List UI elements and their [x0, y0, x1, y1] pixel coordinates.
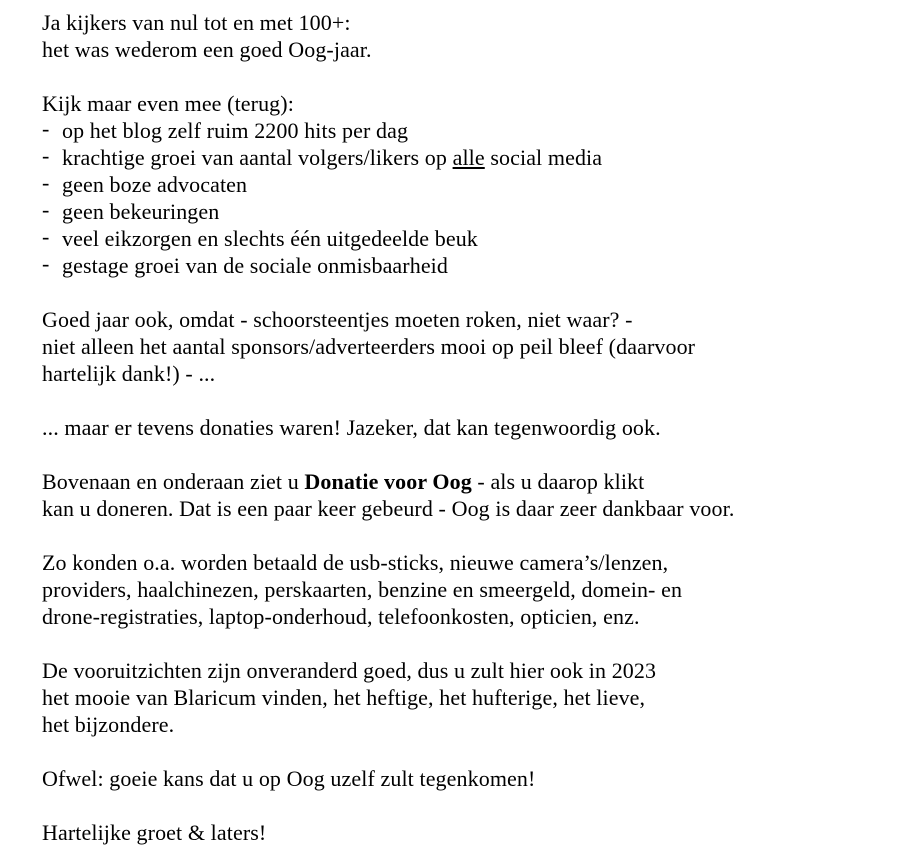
donate-mention-paragraph — [42, 468, 884, 522]
list-item-oaks — [42, 225, 884, 252]
list-item-text: veel eikzorgen en slechts één uitgedeelde beuk — [62, 226, 478, 251]
bullet-dash: - — [42, 143, 50, 168]
list-item-text: gestage groei van de sociale onmisbaarheid — [62, 253, 448, 278]
expenses-paragraph — [42, 549, 884, 630]
donations-paragraph — [42, 414, 884, 441]
list-item-social — [42, 252, 884, 279]
donate-mention-line-2: kan u doneren. Dat is een paar keer gebeurd - Oog is daar zeer dankbaar voor. — [42, 496, 735, 521]
intro-paragraph — [42, 9, 884, 63]
intro-line-2: het was wederom een goed Oog-jaar. — [42, 37, 372, 62]
signoff-paragraph — [42, 819, 884, 846]
intro-line-1: Ja kijkers van nul tot en met 100+: — [42, 10, 351, 35]
list-item-text: geen boze advocaten — [62, 172, 248, 197]
underlined-word: alle — [452, 145, 485, 170]
review-heading: Kijk maar even mee (terug): — [42, 91, 294, 116]
outlook-line-1: De vooruitzichten zijn onveranderd goed, dus u zult hier ook in 2023 — [42, 658, 657, 683]
expenses-line-2: providers, haalchinezen, perskaarten, benzine en smeergeld, domein- en — [42, 577, 683, 602]
list-item-fines — [42, 198, 884, 225]
expenses-line-3: drone-registraties, laptop-onderhoud, telefoonkosten, opticien, enz. — [42, 604, 640, 629]
list-item-followers — [42, 144, 884, 171]
signoff-line: Hartelijke groet & laters! — [42, 820, 267, 845]
bullet-dash: - — [42, 251, 50, 276]
good-year-line-1: Goed jaar ook, omdat - schoorsteentjes moeten roken, niet waar? - — [42, 307, 633, 332]
list-item-text: op het blog zelf ruim 2200 hits per dag — [62, 118, 409, 143]
closing-paragraph — [42, 765, 884, 792]
donate-bold-label: Donatie voor Oog — [304, 469, 472, 494]
donations-line: ... maar er tevens donaties waren! Jazeker, dat kan tegenwoordig ook. — [42, 415, 661, 440]
good-year-line-2: niet alleen het aantal sponsors/adverteerders mooi op peil bleef (daarvoor — [42, 334, 696, 359]
list-item-text-pre: krachtige groei van aantal volgers/likers op — [62, 145, 453, 170]
list-item-text-post: social media — [484, 145, 603, 170]
good-year-paragraph — [42, 306, 884, 387]
closing-line: Ofwel: goeie kans dat u op Oog uzelf zult tegenkomen! — [42, 766, 536, 791]
outlook-paragraph — [42, 657, 884, 738]
outlook-line-3: het bijzondere. — [42, 712, 175, 737]
bullet-dash: - — [42, 170, 50, 195]
outlook-line-2: het mooie van Blaricum vinden, het heftige, het hufterige, het lieve, — [42, 685, 646, 710]
good-year-line-3: hartelijk dank!) - ... — [42, 361, 216, 386]
review-section — [42, 90, 884, 279]
expenses-line-1: Zo konden o.a. worden betaald de usb-sticks, nieuwe camera’s/lenzen, — [42, 550, 669, 575]
bullet-dash: - — [42, 224, 50, 249]
list-item-text: geen bekeuringen — [62, 199, 220, 224]
bullet-dash: - — [42, 116, 50, 141]
bullet-dash: - — [42, 197, 50, 222]
donate-mention-line-1 — [42, 468, 884, 495]
donate-line-post: - als u daarop klikt — [471, 469, 645, 494]
donate-line-pre: Bovenaan en onderaan ziet u — [42, 469, 305, 494]
list-item-lawyers — [42, 171, 884, 198]
list-item-hits — [42, 117, 884, 144]
